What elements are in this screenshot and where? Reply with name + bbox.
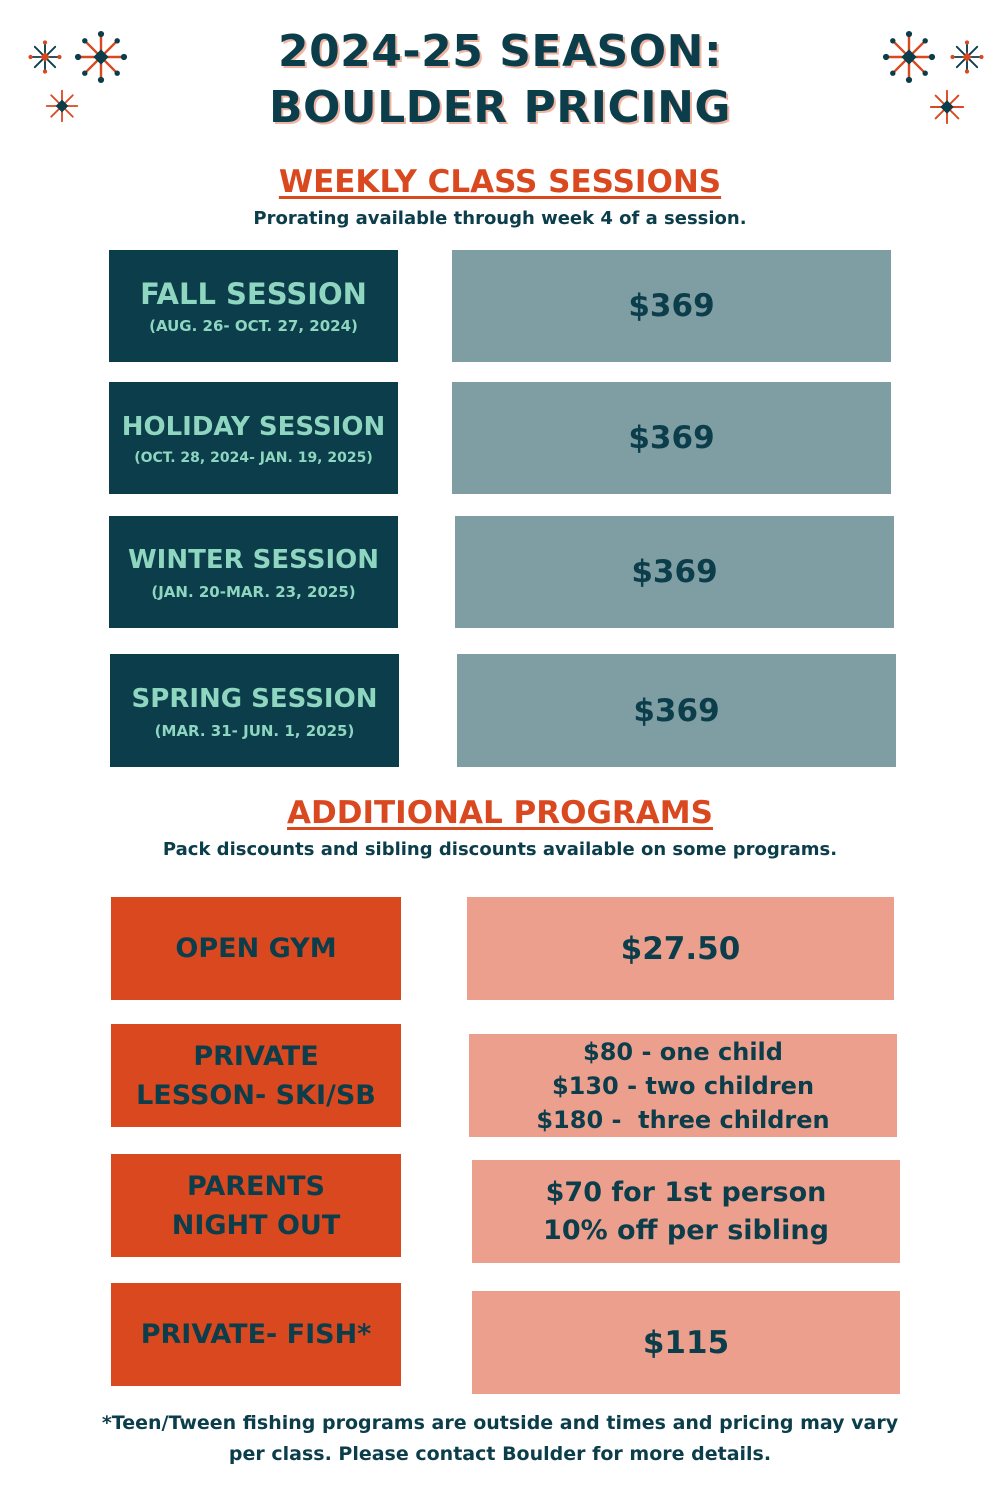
- holiday-session-label: [109, 382, 398, 494]
- additional-programs-note: Pack discounts and sibling discounts available on some programs.: [162, 839, 838, 860]
- price-line: $27.50: [620, 930, 741, 967]
- parents-night-out-label: [111, 1154, 401, 1257]
- fall-session-label: [109, 250, 398, 362]
- private-lesson-label: [111, 1024, 401, 1127]
- session-name: FALL SESSION: [140, 277, 367, 311]
- price-line: $80 - one child: [583, 1037, 783, 1066]
- session-dates: (JAN. 20-MAR. 23, 2025): [151, 583, 356, 601]
- session-dates: (MAR. 31- JUN. 1, 2025): [154, 721, 355, 740]
- price-line: $115: [642, 1324, 730, 1361]
- private-fish-price: [472, 1291, 900, 1394]
- footnote: [40, 1408, 960, 1470]
- session-name: WINTER SESSION: [128, 545, 379, 575]
- session-dates: (AUG. 26- OCT. 27, 2024): [149, 317, 358, 335]
- program-label-line: PRIVATE: [193, 1040, 319, 1072]
- price-line: $70 for 1st person: [545, 1176, 827, 1208]
- session-name: SPRING SESSION: [131, 683, 378, 714]
- program-label-line: OPEN GYM: [175, 933, 337, 964]
- session-name: HOLIDAY SESSION: [121, 412, 386, 442]
- open-gym-price: [467, 897, 894, 1000]
- fall-session-price: $369: [452, 250, 891, 362]
- weekly-sessions-heading: WEEKLY CLASS SESSIONS: [278, 164, 722, 200]
- price-line: $130 - two children: [551, 1071, 815, 1100]
- page-title: [0, 24, 1000, 136]
- program-label-line: PRIVATE- FISH*: [140, 1319, 372, 1350]
- program-label-line: NIGHT OUT: [171, 1209, 341, 1241]
- page-title-line-1: 2024-25 SEASON:: [277, 26, 723, 77]
- spring-session-price: $369: [457, 654, 896, 767]
- winter-session-price: $369: [455, 516, 894, 628]
- holiday-session-price: $369: [452, 382, 891, 494]
- parents-night-out-price: [472, 1160, 900, 1263]
- footnote-line-2: per class. Please contact Boulder for more details.: [228, 1443, 772, 1465]
- price-line: $180 - three children: [536, 1105, 830, 1134]
- winter-session-label: [109, 516, 398, 628]
- weekly-sessions-note: Prorating available through week 4 of a session.: [253, 208, 747, 229]
- session-dates: (OCT. 28, 2024- JAN. 19, 2025): [134, 450, 373, 466]
- private-fish-label: [111, 1283, 401, 1386]
- program-label-line: LESSON- SKI/SB: [136, 1079, 376, 1111]
- program-label-line: PARENTS: [187, 1170, 325, 1202]
- additional-programs-heading: ADDITIONAL PROGRAMS: [287, 795, 713, 831]
- private-lesson-price: [469, 1034, 897, 1137]
- spring-session-label: [110, 654, 399, 767]
- price-line: 10% off per sibling: [543, 1214, 829, 1246]
- footnote-line-1: *Teen/Tween fishing programs are outside and times and pricing may vary: [101, 1412, 899, 1434]
- page-title-line-2: BOULDER PRICING: [268, 82, 732, 133]
- open-gym-label: [111, 897, 401, 1000]
